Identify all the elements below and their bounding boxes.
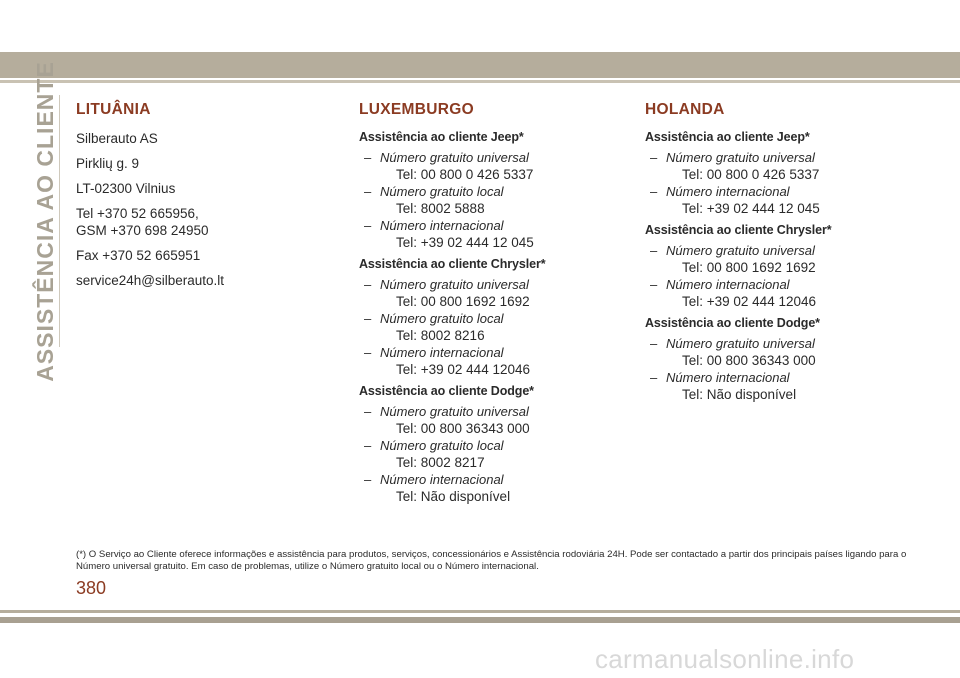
entry-tel: Tel: Não disponível <box>396 489 511 504</box>
entry-label: Número gratuito local <box>380 438 504 453</box>
entry-tel: Tel: 8002 8217 <box>396 455 485 470</box>
address-street: Pirklių g. 9 <box>76 156 140 171</box>
section-jeep <box>645 130 925 217</box>
entry-label: Número internacional <box>380 218 504 233</box>
dash: – <box>364 311 372 326</box>
list-item <box>359 150 627 183</box>
entry-tel: Tel: 00 800 36343 000 <box>396 421 530 436</box>
entry-tel: Tel: 8002 8216 <box>396 328 485 343</box>
dash: – <box>364 218 372 233</box>
footnote: (*) O Serviço ao Cliente oferece informações e assistência para produtos, serviços, concessionários e Assistência rodoviária 24H. Pode ser contactado a partir dos principais países ligando para o Número universal gratuito. Em caso de problemas, utilize o Número gratuito local ou o Número internacional. <box>76 549 907 572</box>
entry-tel: Tel: +39 02 444 12 045 <box>682 201 820 216</box>
list-item <box>359 438 627 471</box>
entry-tel: Tel: 00 800 0 426 5337 <box>396 167 534 182</box>
side-divider <box>59 95 60 347</box>
dash: – <box>650 243 658 258</box>
address-company: Silberauto AS <box>76 131 158 146</box>
column-holanda <box>645 101 925 409</box>
column-luxemburgo <box>359 101 627 511</box>
bottom-decorative-line <box>0 610 960 613</box>
section-heading: Assistência ao cliente Jeep* <box>359 130 524 144</box>
entry-label: Número internacional <box>666 370 790 385</box>
list-item <box>645 184 925 217</box>
entry-tel: Tel: +39 02 444 12046 <box>682 294 816 309</box>
list-item <box>645 150 925 183</box>
entry-label: Número gratuito universal <box>380 404 529 419</box>
section-heading: Assistência ao cliente Chrysler* <box>645 223 832 237</box>
entry-tel: Tel: 00 800 1692 1692 <box>396 294 530 309</box>
side-section-title-text: ASSISTÊNCIA AO CLIENTE <box>31 60 58 382</box>
dash: – <box>364 345 372 360</box>
list-item <box>359 345 627 378</box>
dash: – <box>364 184 372 199</box>
entry-tel: Tel: 00 800 0 426 5337 <box>682 167 820 182</box>
entry-label: Número internacional <box>666 277 790 292</box>
dash: – <box>650 277 658 292</box>
section-chrysler <box>645 223 925 310</box>
entry-tel: Tel: +39 02 444 12 045 <box>396 235 534 250</box>
entry-label: Número gratuito universal <box>666 243 815 258</box>
section-heading: Assistência ao cliente Jeep* <box>645 130 810 144</box>
dash: – <box>364 404 372 419</box>
dash: – <box>364 150 372 165</box>
entry-tel: Tel: 00 800 1692 1692 <box>682 260 816 275</box>
column-lituania <box>76 101 338 297</box>
list-item <box>645 336 925 369</box>
entry-label: Número gratuito universal <box>380 150 529 165</box>
address-gsm: GSM +370 698 24950 <box>76 223 209 238</box>
section-heading: Assistência ao cliente Dodge* <box>645 316 820 330</box>
list-item <box>359 218 627 251</box>
page-number: 380 <box>76 578 107 598</box>
entry-tel: Tel: Não disponível <box>682 387 797 402</box>
list-item <box>645 243 925 276</box>
bottom-decorative-band <box>0 617 960 623</box>
address-city: LT-02300 Vilnius <box>76 181 176 196</box>
list-item <box>645 277 925 310</box>
section-dodge <box>645 316 925 403</box>
address-fax: Fax +370 52 665951 <box>76 248 201 263</box>
country-title-lituania: LITUÂNIA <box>76 101 151 118</box>
side-section-title <box>30 60 60 382</box>
address-email: service24h@silberauto.lt <box>76 273 225 288</box>
section-heading: Assistência ao cliente Chrysler* <box>359 257 546 271</box>
section-chrysler <box>359 257 627 378</box>
entry-tel: Tel: 8002 5888 <box>396 201 485 216</box>
list-item <box>359 472 627 505</box>
dash: – <box>364 277 372 292</box>
section-heading: Assistência ao cliente Dodge* <box>359 384 534 398</box>
entry-tel: Tel: +39 02 444 12046 <box>396 362 530 377</box>
entry-label: Número gratuito local <box>380 311 504 326</box>
country-title-holanda: HOLANDA <box>645 101 725 118</box>
list-item <box>359 184 627 217</box>
entry-label: Número internacional <box>380 345 504 360</box>
dash: – <box>364 472 372 487</box>
dash: – <box>650 150 658 165</box>
entry-label: Número internacional <box>380 472 504 487</box>
section-dodge <box>359 384 627 505</box>
section-jeep <box>359 130 627 251</box>
entry-label: Número gratuito universal <box>666 336 815 351</box>
list-item <box>359 277 627 310</box>
dash: – <box>650 336 658 351</box>
list-item <box>359 311 627 344</box>
entry-label: Número gratuito local <box>380 184 504 199</box>
dash: – <box>650 184 658 199</box>
address-phone: Tel +370 52 665956, <box>76 206 199 221</box>
list-item <box>645 370 925 403</box>
list-item <box>359 404 627 437</box>
country-title-luxemburgo: LUXEMBURGO <box>359 101 474 118</box>
entry-tel: Tel: 00 800 36343 000 <box>682 353 816 368</box>
watermark: carmanualsonline.info <box>595 644 855 674</box>
dash: – <box>364 438 372 453</box>
dash: – <box>650 370 658 385</box>
top-decorative-line <box>0 80 960 83</box>
entry-label: Número internacional <box>666 184 790 199</box>
top-decorative-band <box>0 52 960 78</box>
entry-label: Número gratuito universal <box>666 150 815 165</box>
entry-label: Número gratuito universal <box>380 277 529 292</box>
